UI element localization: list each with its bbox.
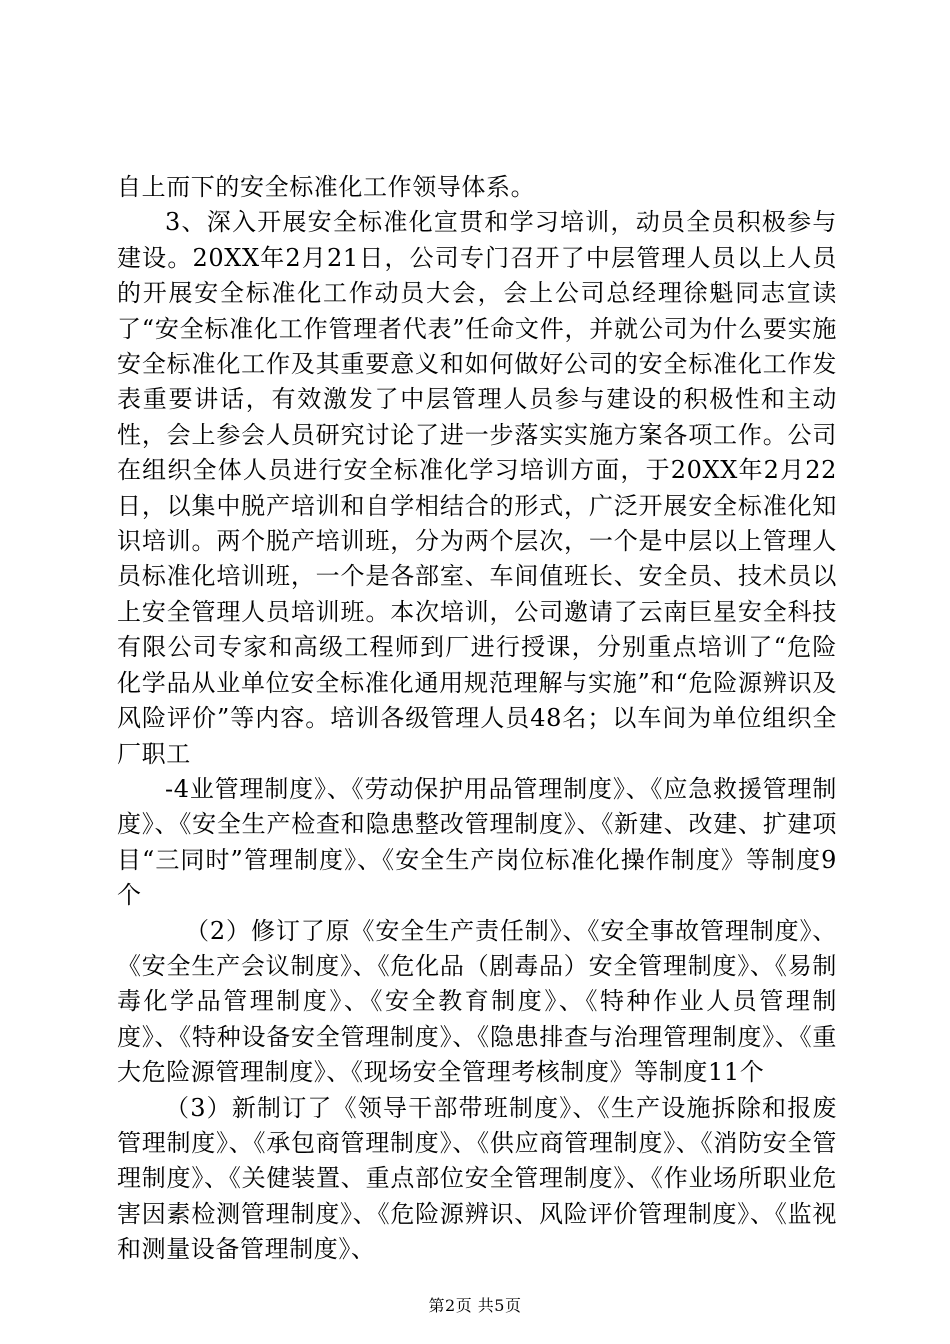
paragraph-revised-systems: （2）修订了原《安全生产责任制》、《安全事故管理制度》、《安全生产会议制度》、《危化品（剧毒品）安全管理制度》、《易制毒化学品管理制度》、《安全教育制度》、《特种作业人员管理制度》、《特种设备安全管理制度》、《隐患排查与治理管理制度》、《重大危险源管理制度》、《现场安全管理考核制度》等制度11个 — [117, 916, 837, 1087]
page-number-footer: 第2页 共5页 — [428, 1296, 522, 1315]
paragraph-new-systems: -4业管理制度》、《劳动保护用品管理制度》、《应急救援管理制度》、《安全生产检查和隐患整改管理制度》、《新建、改建、扩建项目“三同时”管理制度》、《安全生产岗位标准化操作制度》等制度9个 — [117, 774, 837, 910]
document-body — [117, 170, 837, 1268]
paragraph-continuation: 自上而下的安全标准化工作领导体系。 — [117, 173, 536, 201]
paragraph-newly-drafted-systems: （3）新制订了《领导干部带班制度》、《生产设施拆除和报废管理制度》、《承包商管理制度》、《供应商管理制度》、《消防安全管理制度》、《关健装置、重点部位安全管理制度》、《作业场所职业危害因素检测管理制度》、《危险源辨识、风险评价管理制度》、《监视和测量设备管理制度》、 — [117, 1093, 837, 1264]
paragraph-training: 3、深入开展安全标准化宣贯和学习培训，动员全员积极参与建设。20XX年2月21日，公司专门召开了中层管理人员以上人员的开展安全标准化工作动员大会，会上公司总经理徐魁同志宣读了“安全标准化工作管理者代表”任命文件，并就公司为什么要实施安全标准化工作及其重要意义和如何做好公司的安全标准化工作发表重要讲话，有效激发了中层管理人员参与建设的积极性和主动性，会上参会人员研究讨论了进一步落实实施方案各项工作。公司在组织全体人员进行安全标准化学习培训方面，于20XX年2月22日，以集中脱产培训和自学相结合的形式，广泛开展安全标准化知识培训。两个脱产培训班，分为两个层次，一个是中层以上管理人员标准化培训班，一个是各部室、车间值班长、安全员、技术员以上安全管理人员培训班。本次培训，公司邀请了云南巨星安全科技有限公司专家和高级工程师到厂进行授课，分别重点培训了“危险化学品从业单位安全标准化通用规范理解与实施”和“危险源辨识及风险评价”等内容。培训各级管理人员48名；以车间为单位组织全厂职工 — [117, 208, 837, 768]
